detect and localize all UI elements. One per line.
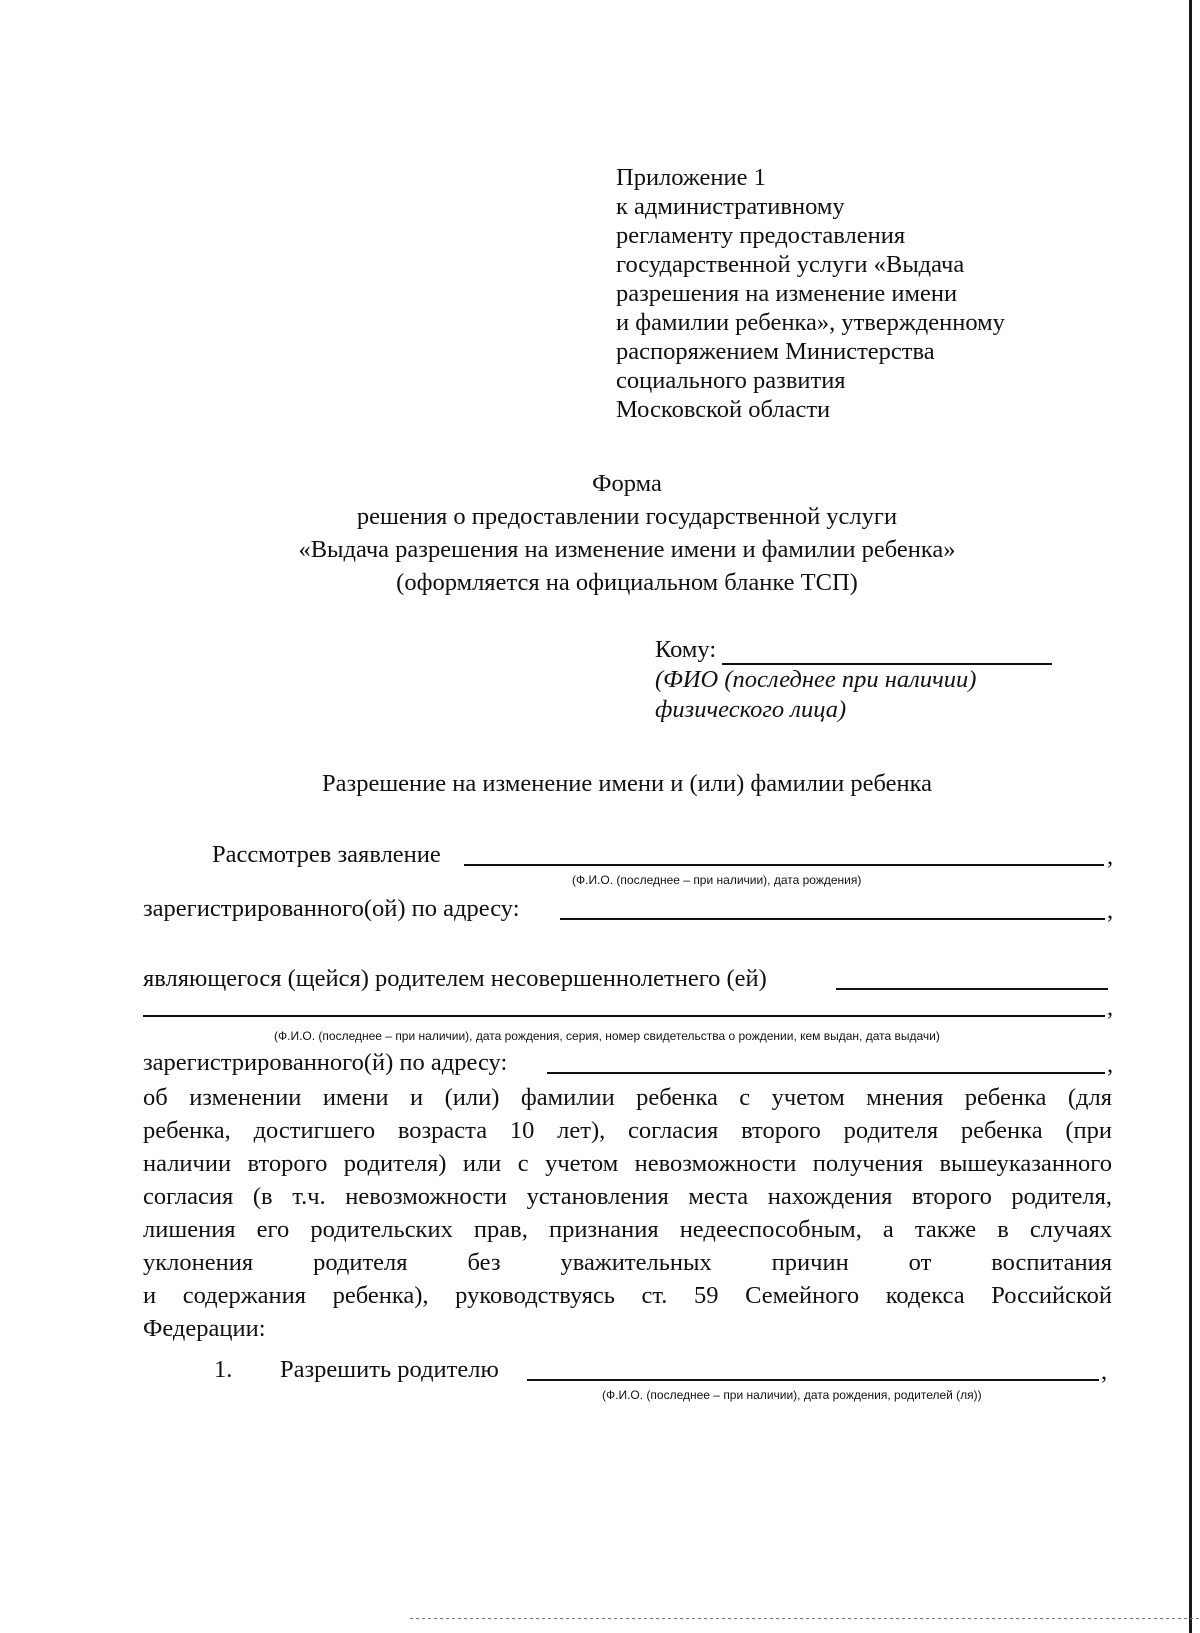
comma: , — [1107, 897, 1114, 924]
parent-hint: (Ф.И.О. (последнее – при наличии), дата рождения, родителей (ля)) — [602, 1388, 982, 1402]
applicant-address-blank-field[interactable] — [560, 918, 1105, 920]
body-line: ребенка, достигшего возраста 10 лет), согласия второго родителя ребенка (при — [143, 1117, 1112, 1144]
appendix-line: Приложение 1 — [616, 164, 766, 191]
body-line: Федерации: — [143, 1315, 266, 1342]
decision-body-paragraph — [143, 1081, 1112, 1345]
comma: , — [1107, 843, 1114, 870]
body-line: согласия (в т.ч. невозможности установления места нахождения второго родителя, — [143, 1183, 1112, 1210]
appendix-line: и фамилии ребенка», утвержденному — [616, 309, 1005, 336]
decision-title: Разрешение на изменение имени и (или) фамилии ребенка — [322, 770, 932, 797]
comma: , — [1107, 1051, 1114, 1078]
body-line: об изменении имени и (или) фамилии ребенка с учетом мнения ребенка (для — [143, 1084, 1112, 1111]
considered-label: Рассмотрев заявление — [212, 841, 441, 868]
parent-label: являющегося (щейся) родителем несовершеннолетнего (ей) — [143, 965, 767, 992]
appendix-line: распоряжением Министерства — [616, 338, 935, 365]
form-subtitle: решения о предоставлении государственной услуги — [356, 503, 898, 530]
form-title: Форма — [592, 470, 662, 497]
child-hint: (Ф.И.О. (последнее – при наличии), дата рождения, серия, номер свидетельства о рождении, кем выдан, дата выдачи) — [274, 1029, 940, 1043]
body-line: наличии второго родителя) или с учетом невозможности получения вышеуказанного — [143, 1150, 1112, 1177]
comma: , — [1101, 1358, 1108, 1385]
applicant-hint: (Ф.И.О. (последнее – при наличии), дата рождения) — [572, 873, 862, 887]
scan-edge-right — [1189, 0, 1192, 1633]
recipient-note: физического лица) — [655, 696, 847, 723]
item-label: Разрешить родителю — [280, 1356, 499, 1383]
form-note: (оформляется на официальном бланке ТСП) — [396, 569, 858, 596]
appendix-line: Московской области — [616, 396, 831, 423]
recipient-blank-field[interactable] — [722, 639, 1052, 665]
item-number: 1. — [214, 1356, 233, 1383]
recipient-label: Кому: — [655, 636, 717, 663]
appendix-line: регламенту предоставления — [616, 222, 906, 249]
child-details-blank-field[interactable] — [143, 1015, 1105, 1017]
appendix-line: к административному — [616, 193, 845, 220]
child-address-label: зарегистрированного(й) по адресу: — [143, 1049, 508, 1076]
appendix-line: государственной услуги «Выдача — [616, 251, 965, 278]
applicant-blank-field[interactable] — [464, 864, 1104, 866]
comma: , — [1107, 994, 1114, 1021]
appendix-line: разрешения на изменение имени — [616, 280, 958, 307]
appendix-header — [616, 163, 1086, 424]
child-address-blank-field[interactable] — [547, 1072, 1105, 1074]
body-line: лишения его родительских прав, признания недееспособным, а также в случаях — [143, 1216, 1112, 1243]
scan-edge-bottom — [410, 1618, 1200, 1619]
form-title-block — [0, 467, 1200, 599]
form-service-name: «Выдача разрешения на изменение имени и фамилии ребенка» — [298, 536, 956, 563]
body-line: уклонения родителя без уважительных причин от воспитания — [143, 1249, 1112, 1276]
recipient-note: (ФИО (последнее при наличии) — [655, 666, 977, 693]
appendix-line: социального развития — [616, 367, 846, 394]
body-line: и содержания ребенка), руководствуясь ст. 59 Семейного кодекса Российской — [143, 1282, 1112, 1309]
registered-address-label: зарегистрированного(ой) по адресу: — [143, 895, 520, 922]
recipient-block — [655, 635, 1052, 725]
child-blank-field[interactable] — [836, 988, 1108, 990]
parent-blank-field[interactable] — [527, 1379, 1099, 1381]
